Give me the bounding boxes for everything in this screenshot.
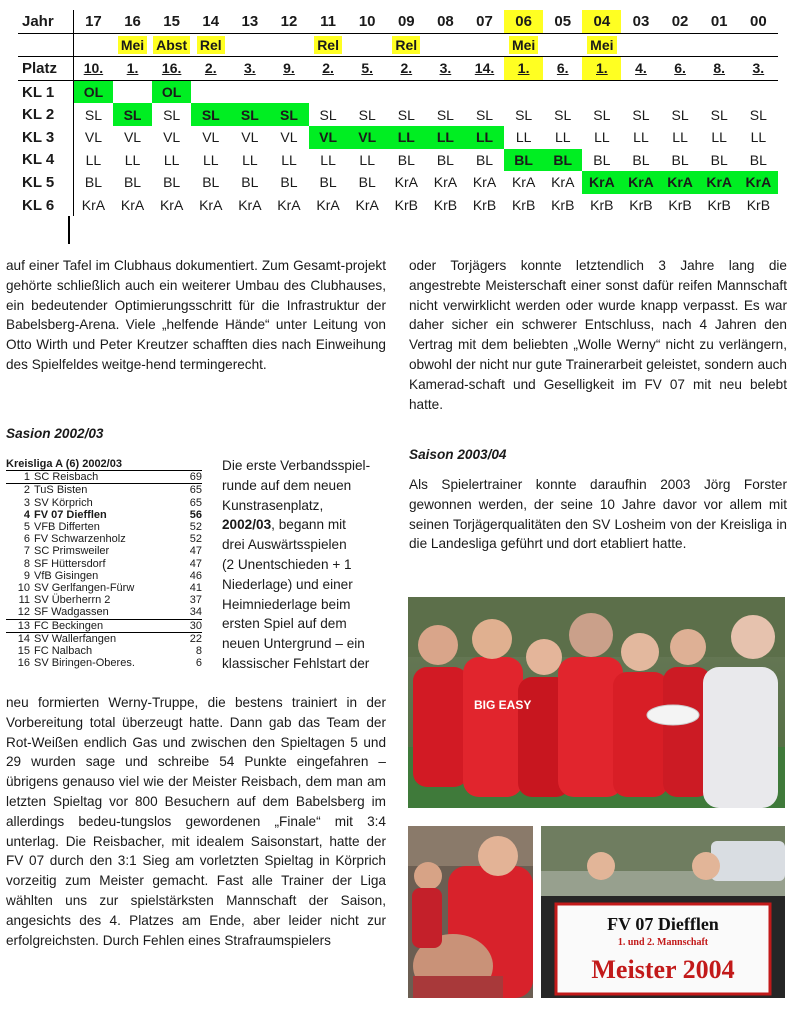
standings-rank: 2 (23, 484, 30, 497)
league-cell: LL (554, 129, 571, 146)
place-cell: 2. (191, 57, 230, 81)
standings-row (6, 657, 202, 669)
standings-team: SF Hüttersdorf (34, 557, 106, 570)
standings-pts: 52 (189, 533, 202, 546)
league-row-label: KL 6 (18, 194, 73, 217)
league-history-table (18, 10, 778, 216)
league-cell: SL (358, 106, 376, 123)
standings-rank: 4 (23, 508, 30, 521)
league-row (18, 80, 778, 103)
standings-row (6, 570, 202, 582)
place-cell: 3. (230, 57, 269, 81)
event-cell (739, 33, 778, 57)
league-cell: BL (543, 149, 582, 172)
year-cell: 00 (739, 10, 778, 33)
league-cell: SL (593, 106, 611, 123)
league-cell: LL (281, 151, 297, 168)
league-cell: SL (230, 103, 269, 126)
standings-row (6, 558, 202, 570)
league-row (18, 103, 778, 126)
standings-team: SV Körprich (34, 496, 93, 509)
year-cell: 10 (348, 10, 387, 33)
side-text-line: drei Auswärtsspielen (222, 537, 347, 553)
league-cell: KrA (238, 197, 262, 214)
standings-team: SV Biringen-Oberes. (34, 657, 135, 670)
place-cell: 1. (582, 57, 621, 81)
player-photo (408, 826, 533, 998)
league-cell: SL (515, 106, 533, 123)
place-cell: 3. (739, 57, 778, 81)
year-cell: 09 (387, 10, 426, 33)
standings-team: SV Wallerfangen (34, 632, 117, 645)
place-cell: 6. (543, 57, 582, 81)
banner-line-2: 1. und 2. Mannschaft (617, 937, 709, 948)
year-cell: 03 (621, 10, 660, 33)
standings-rank: 10 (17, 582, 30, 595)
event-cell (387, 33, 426, 57)
right-paragraph-1: oder Torjägers konnte letztendlich 3 Jahre lang die angestrebte Meisterschaft einer sonst dafür reifen Mannschaft nicht verwirklicht werden oder wurde knapp verpasst. Es war daher sicher ein schwerer Entschluss, nach 4 Jahren den Vertrag mit dem beliebten „Wolle Werny“ nicht zu verlängern, obwohl der nicht nur gute Trainerarbeit geleistet, sondern auch Kamerad-schaft und Geselligkeit im FV 07 mit neu belebt hatte. (409, 258, 787, 412)
league-cell: LL (515, 129, 532, 146)
standings-team: SC Primsweiler (34, 545, 110, 558)
league-cell: OL (152, 80, 191, 103)
standings-table (6, 458, 202, 669)
standings-team: FC Beckingen (34, 619, 104, 632)
standings-row (6, 521, 202, 533)
side-text-line: Kunstrasenplatz, (222, 497, 324, 513)
standings-rank: 5 (23, 521, 30, 534)
league-cell (387, 80, 426, 103)
year-row (18, 10, 778, 33)
league-cell: LL (242, 151, 258, 168)
place-row (18, 57, 778, 81)
league-cell: KrB (668, 197, 692, 214)
league-cell (739, 80, 778, 103)
league-cell: KrA (472, 174, 497, 191)
league-cell (426, 80, 465, 103)
year-cell: 05 (543, 10, 582, 33)
league-cell: SL (269, 103, 308, 126)
league-cell (582, 80, 621, 103)
year-row-label: Jahr (18, 10, 73, 33)
standings-pts: 65 (189, 484, 202, 497)
event-cell (621, 33, 660, 57)
side-text-line: ersten Spiel auf dem (222, 616, 347, 632)
league-cell: BL (123, 174, 142, 191)
year-cell: 02 (661, 10, 700, 33)
place-row-label: Platz (18, 57, 73, 81)
right-paragraph-2: Als Spielertrainer konnte daraufhin 2003 Jörg Forster gewonnen werden, der seine 10 Jahre davor vor allem mit seinen Torjägerqualitäten den SV Losheim von der Kreisliga in die Landesliga geführt und dort etabliert hatte. (409, 477, 787, 552)
event-badge: Mei (118, 36, 147, 54)
league-cell: BL (632, 151, 650, 168)
league-cell: SL (84, 106, 102, 123)
league-cell: LL (633, 129, 649, 146)
event-cell (191, 33, 230, 57)
place-cell: 6. (661, 57, 700, 81)
league-cell: KrB (511, 197, 536, 214)
year-cell: 06 (504, 10, 543, 33)
league-cell: BL (749, 151, 767, 168)
event-cell (73, 33, 113, 57)
league-cell: VL (241, 129, 259, 146)
league-cell (230, 80, 269, 103)
league-cell: VL (84, 129, 102, 146)
standings-title: Kreisliga A (6) 2002/03 (6, 458, 202, 471)
league-cell: BL (710, 151, 728, 168)
league-cell: LL (202, 151, 219, 168)
league-cell: BL (475, 151, 494, 168)
standings-pts: 65 (189, 496, 202, 509)
event-cell (700, 33, 739, 57)
standings-pts: 8 (195, 645, 202, 658)
league-cell (621, 80, 660, 103)
standings-pts: 34 (189, 606, 202, 619)
league-cell: LL (124, 151, 141, 168)
standings-rank: 11 (18, 594, 30, 607)
event-row (18, 33, 778, 57)
standings-team: SV Überherrn 2 (34, 594, 111, 607)
league-cell: KrA (433, 174, 458, 191)
league-cell: LL (750, 129, 767, 146)
year-cell: 07 (465, 10, 504, 33)
standings-rank: 6 (23, 533, 30, 546)
league-cell (504, 80, 543, 103)
standings-rank: 1 (23, 471, 30, 484)
standings-pts: 47 (189, 557, 202, 570)
league-cell: KrA (120, 197, 145, 214)
standings-rank: 12 (17, 606, 30, 619)
league-cell: LL (465, 126, 504, 149)
side-text-line: Die erste Verbandsspiel- (222, 458, 371, 473)
standings-team: TuS Bisten (34, 484, 88, 497)
league-cell: BL (593, 151, 611, 168)
championship-car-photo (541, 826, 785, 998)
league-cell: LL (387, 126, 426, 149)
left-paragraph-2: neu formierten Werny-Truppe, die bestens trainiert in der Vorbereitung total überzeugt hatte. Dann gab das Team der Rot-Weißen endlich Gas und zwischen den Spieltagen 5 und 29 wurden sage und schreibe 54 Punkte eingefahren – übrigens genauso viel wie der Meister Reisbach, dem man am letzten Spieltag vor 800 Besuchern auf dem Babelsberg im allerdings bedeu-tungslos gewordenen „Finale“ mit 3:4 unterlag. Die Reisbacher, mit idealem Saisonstart, hatte der FV 07 durch den 3:1 Sieg am vorletzten Spieltag in Körprich vorzeitig zum Meister gemacht. Fast alle Trainer der Liga wählten uns zur spielstärksten Mannschaft der Saison, angesichts des 4. Platzes am Ende, aber leider nicht zur erfolgreichsten. Durch Fehlen eines Strafraumspielers (6, 695, 386, 948)
standings-row (6, 582, 202, 594)
league-row (18, 149, 778, 172)
shirt-logo-text: BIG EASY (474, 698, 532, 712)
standings-row (6, 533, 202, 545)
league-cell (309, 80, 348, 103)
standings-rank: 15 (17, 645, 30, 658)
place-cell: 16. (152, 57, 191, 81)
year-cell: 15 (152, 10, 191, 33)
event-cell (661, 33, 700, 57)
league-cell: KrB (394, 197, 418, 214)
standings-team: FV Schwarzenholz (34, 533, 126, 546)
league-cell: LL (85, 151, 102, 168)
league-cell: KrA (159, 197, 184, 214)
event-cell (309, 33, 348, 57)
standings-team: FV 07 Diefflen (34, 508, 107, 521)
league-cell: BL (241, 174, 259, 191)
league-cell: SL (554, 106, 572, 123)
standings-team: FC Nalbach (34, 645, 93, 658)
event-badge: Rel (314, 36, 342, 54)
standings-pts: 41 (189, 582, 202, 595)
standings-pts: 47 (189, 545, 202, 558)
league-cell: SL (319, 106, 337, 123)
standings-row (6, 645, 202, 657)
league-cell: BL (671, 151, 689, 168)
year-cell: 01 (700, 10, 739, 33)
league-cell: KrA (621, 171, 660, 194)
league-cell: SL (475, 106, 494, 123)
side-text-line: neuen Untergrund – ein (222, 636, 365, 652)
league-cell: SL (671, 106, 689, 123)
league-cell: KrA (551, 174, 575, 191)
section-heading-2003: Saison 2003/04 (409, 447, 507, 462)
league-cell: LL (426, 126, 465, 149)
league-row-label: KL 3 (18, 126, 73, 149)
league-cell: LL (672, 129, 688, 146)
league-cell: KrA (582, 171, 621, 194)
year-cell: 12 (269, 10, 308, 33)
standings-row (6, 509, 202, 521)
standings-team: SF Wadgassen (34, 606, 109, 619)
place-cell: 3. (426, 57, 465, 81)
banner-line-3: Meister 2004 (591, 955, 735, 984)
standings-rank: 14 (17, 632, 30, 645)
league-cell: SL (113, 103, 152, 126)
league-cell: VL (280, 129, 298, 146)
side-text-line: runde auf dem neuen (222, 477, 352, 493)
league-cell: BL (319, 174, 337, 191)
league-cell: SL (710, 106, 728, 123)
league-cell (348, 80, 387, 103)
event-badge: Rel (197, 36, 225, 54)
league-cell: VL (309, 126, 348, 149)
event-badge: Mei (509, 36, 538, 54)
place-cell: 14. (465, 57, 504, 81)
league-cell: KrA (277, 197, 301, 214)
event-badge: Rel (392, 36, 420, 54)
event-cell (230, 33, 269, 57)
year-cell: 16 (113, 10, 152, 33)
league-cell: LL (320, 151, 336, 168)
place-cell: 9. (269, 57, 308, 81)
standings-pts: 6 (195, 657, 202, 670)
league-cell: KrB (707, 197, 731, 214)
league-cell: KrA (739, 171, 778, 194)
league-cell: SL (749, 106, 767, 123)
league-cell: BL (163, 174, 181, 191)
league-cell: BL (397, 151, 415, 168)
league-cell: SL (191, 103, 230, 126)
league-cell: LL (594, 129, 610, 146)
event-badge: Abst (153, 36, 190, 54)
league-cell: KrB (746, 197, 771, 214)
section-heading-2002: Sasion 2002/03 (6, 426, 104, 441)
standings-team: VfB Gisingen (34, 569, 99, 582)
table-divider-line (68, 216, 70, 244)
standings-rank: 3 (23, 496, 30, 509)
league-cell: SL (163, 106, 181, 123)
event-cell (504, 33, 543, 57)
league-cell: KrA (394, 174, 418, 191)
league-cell: VL (348, 126, 387, 149)
league-cell: BL (358, 174, 376, 191)
year-cell: 17 (73, 10, 113, 33)
place-cell: 4. (621, 57, 660, 81)
standings-pts: 69 (189, 471, 202, 484)
year-cell: 04 (582, 10, 621, 33)
place-cell: 10. (73, 57, 113, 81)
league-cell: LL (359, 151, 375, 168)
league-cell (700, 80, 739, 103)
standings-row (6, 484, 202, 496)
league-cell (269, 80, 308, 103)
left-paragraph-2-side (222, 456, 392, 674)
place-cell: 8. (700, 57, 739, 81)
place-cell: 2. (309, 57, 348, 81)
league-cell (191, 80, 230, 103)
standings-team: SC Reisbach (34, 471, 99, 484)
league-cell: KrA (355, 197, 379, 214)
event-cell (465, 33, 504, 57)
standings-pts: 56 (189, 508, 202, 521)
standings-team: SV Gerlfangen-Fürw (34, 582, 135, 595)
side-text-line: (2 Unentschieden + 1 (222, 556, 352, 572)
year-cell: 13 (230, 10, 269, 33)
league-row-label: KL 4 (18, 149, 73, 172)
standings-pts: 22 (189, 632, 202, 645)
standings-row (6, 471, 202, 484)
standings-rank: 7 (23, 545, 30, 558)
place-cell: 2. (387, 57, 426, 81)
league-cell (465, 80, 504, 103)
event-cell (113, 33, 152, 57)
event-cell (543, 33, 582, 57)
place-cell: 1. (113, 57, 152, 81)
event-cell (426, 33, 465, 57)
league-cell: KrA (199, 197, 223, 214)
standings-rank: 16 (17, 657, 30, 670)
league-cell: OL (73, 80, 113, 103)
league-row-label: KL 2 (18, 103, 73, 126)
standings-rank: 8 (23, 557, 30, 570)
standings-pts: 46 (189, 569, 202, 582)
year-cell: 14 (191, 10, 230, 33)
league-cell: BL (436, 151, 454, 168)
league-cell: KrA (316, 197, 340, 214)
league-cell: VL (163, 129, 181, 146)
standings-row (6, 633, 202, 645)
year-cell: 11 (309, 10, 348, 33)
standings-row (6, 545, 202, 557)
league-cell: KrA (700, 171, 739, 194)
standings-row (6, 594, 202, 606)
year-cell: 08 (426, 10, 465, 33)
league-cell: KrA (661, 171, 700, 194)
league-cell: KrA (81, 197, 106, 214)
event-cell (152, 33, 191, 57)
place-cell: 5. (348, 57, 387, 81)
league-cell (543, 80, 582, 103)
standings-pts: 37 (189, 594, 202, 607)
event-badge: Mei (587, 36, 616, 54)
side-text-line: Heimniederlage beim (222, 596, 351, 612)
banner-line-1: FV 07 Diefflen (607, 914, 719, 934)
standings-row (6, 606, 202, 619)
league-cell: VL (123, 129, 142, 146)
league-row (18, 126, 778, 149)
league-cell: KrB (629, 197, 653, 214)
league-cell: SL (397, 106, 415, 123)
league-cell: KrB (433, 197, 458, 214)
league-row-label: KL 5 (18, 171, 73, 194)
league-row-label: KL 1 (18, 80, 73, 103)
side-text-line: 2002/03, begann mit (222, 517, 346, 533)
league-cell: SL (436, 106, 454, 123)
league-cell: BL (202, 174, 220, 191)
standings-rank: 13 (17, 619, 30, 632)
standings-team: VFB Differten (34, 521, 100, 534)
event-cell (269, 33, 308, 57)
league-cell: SL (632, 106, 650, 123)
league-cell: BL (504, 149, 543, 172)
standings-pts: 52 (189, 521, 202, 534)
team-celebration-photo (408, 597, 785, 808)
left-paragraph-1: auf einer Tafel im Clubhaus dokumentiert. Zum Gesamt-projekt gehörte schließlich auch ein weiterer Umbau des Clubhauses, ein bedeutender Optimierungsschritt für die Infrastruktur der Babelsberg-Arena. Viele „helfende Hände“ unter Leitung von Otto Wirth und Peter Kreutzer schafften dies nach Einweihung des Spielfeldes weitge-hend termingerecht. (6, 258, 386, 372)
league-row (18, 194, 778, 217)
league-cell (113, 80, 152, 103)
league-cell: LL (711, 129, 727, 146)
standings-row (6, 497, 202, 509)
standings-pts: 30 (189, 619, 202, 632)
league-cell: LL (163, 151, 180, 168)
league-cell: KrB (472, 197, 497, 214)
league-cell: BL (280, 174, 298, 191)
side-text-line: klassischer Fehlstart der (222, 655, 370, 671)
standings-rank: 9 (23, 569, 30, 582)
league-cell: KrB (551, 197, 575, 214)
league-cell (661, 80, 700, 103)
league-cell: BL (84, 174, 102, 191)
league-cell: KrB (590, 197, 614, 214)
league-cell: KrA (511, 174, 536, 191)
event-cell (582, 33, 621, 57)
standings-row (6, 620, 202, 633)
event-cell (348, 33, 387, 57)
league-cell: VL (202, 129, 220, 146)
place-cell: 1. (504, 57, 543, 81)
side-text-line: Niederlage) und einer (222, 576, 353, 592)
league-row (18, 171, 778, 194)
